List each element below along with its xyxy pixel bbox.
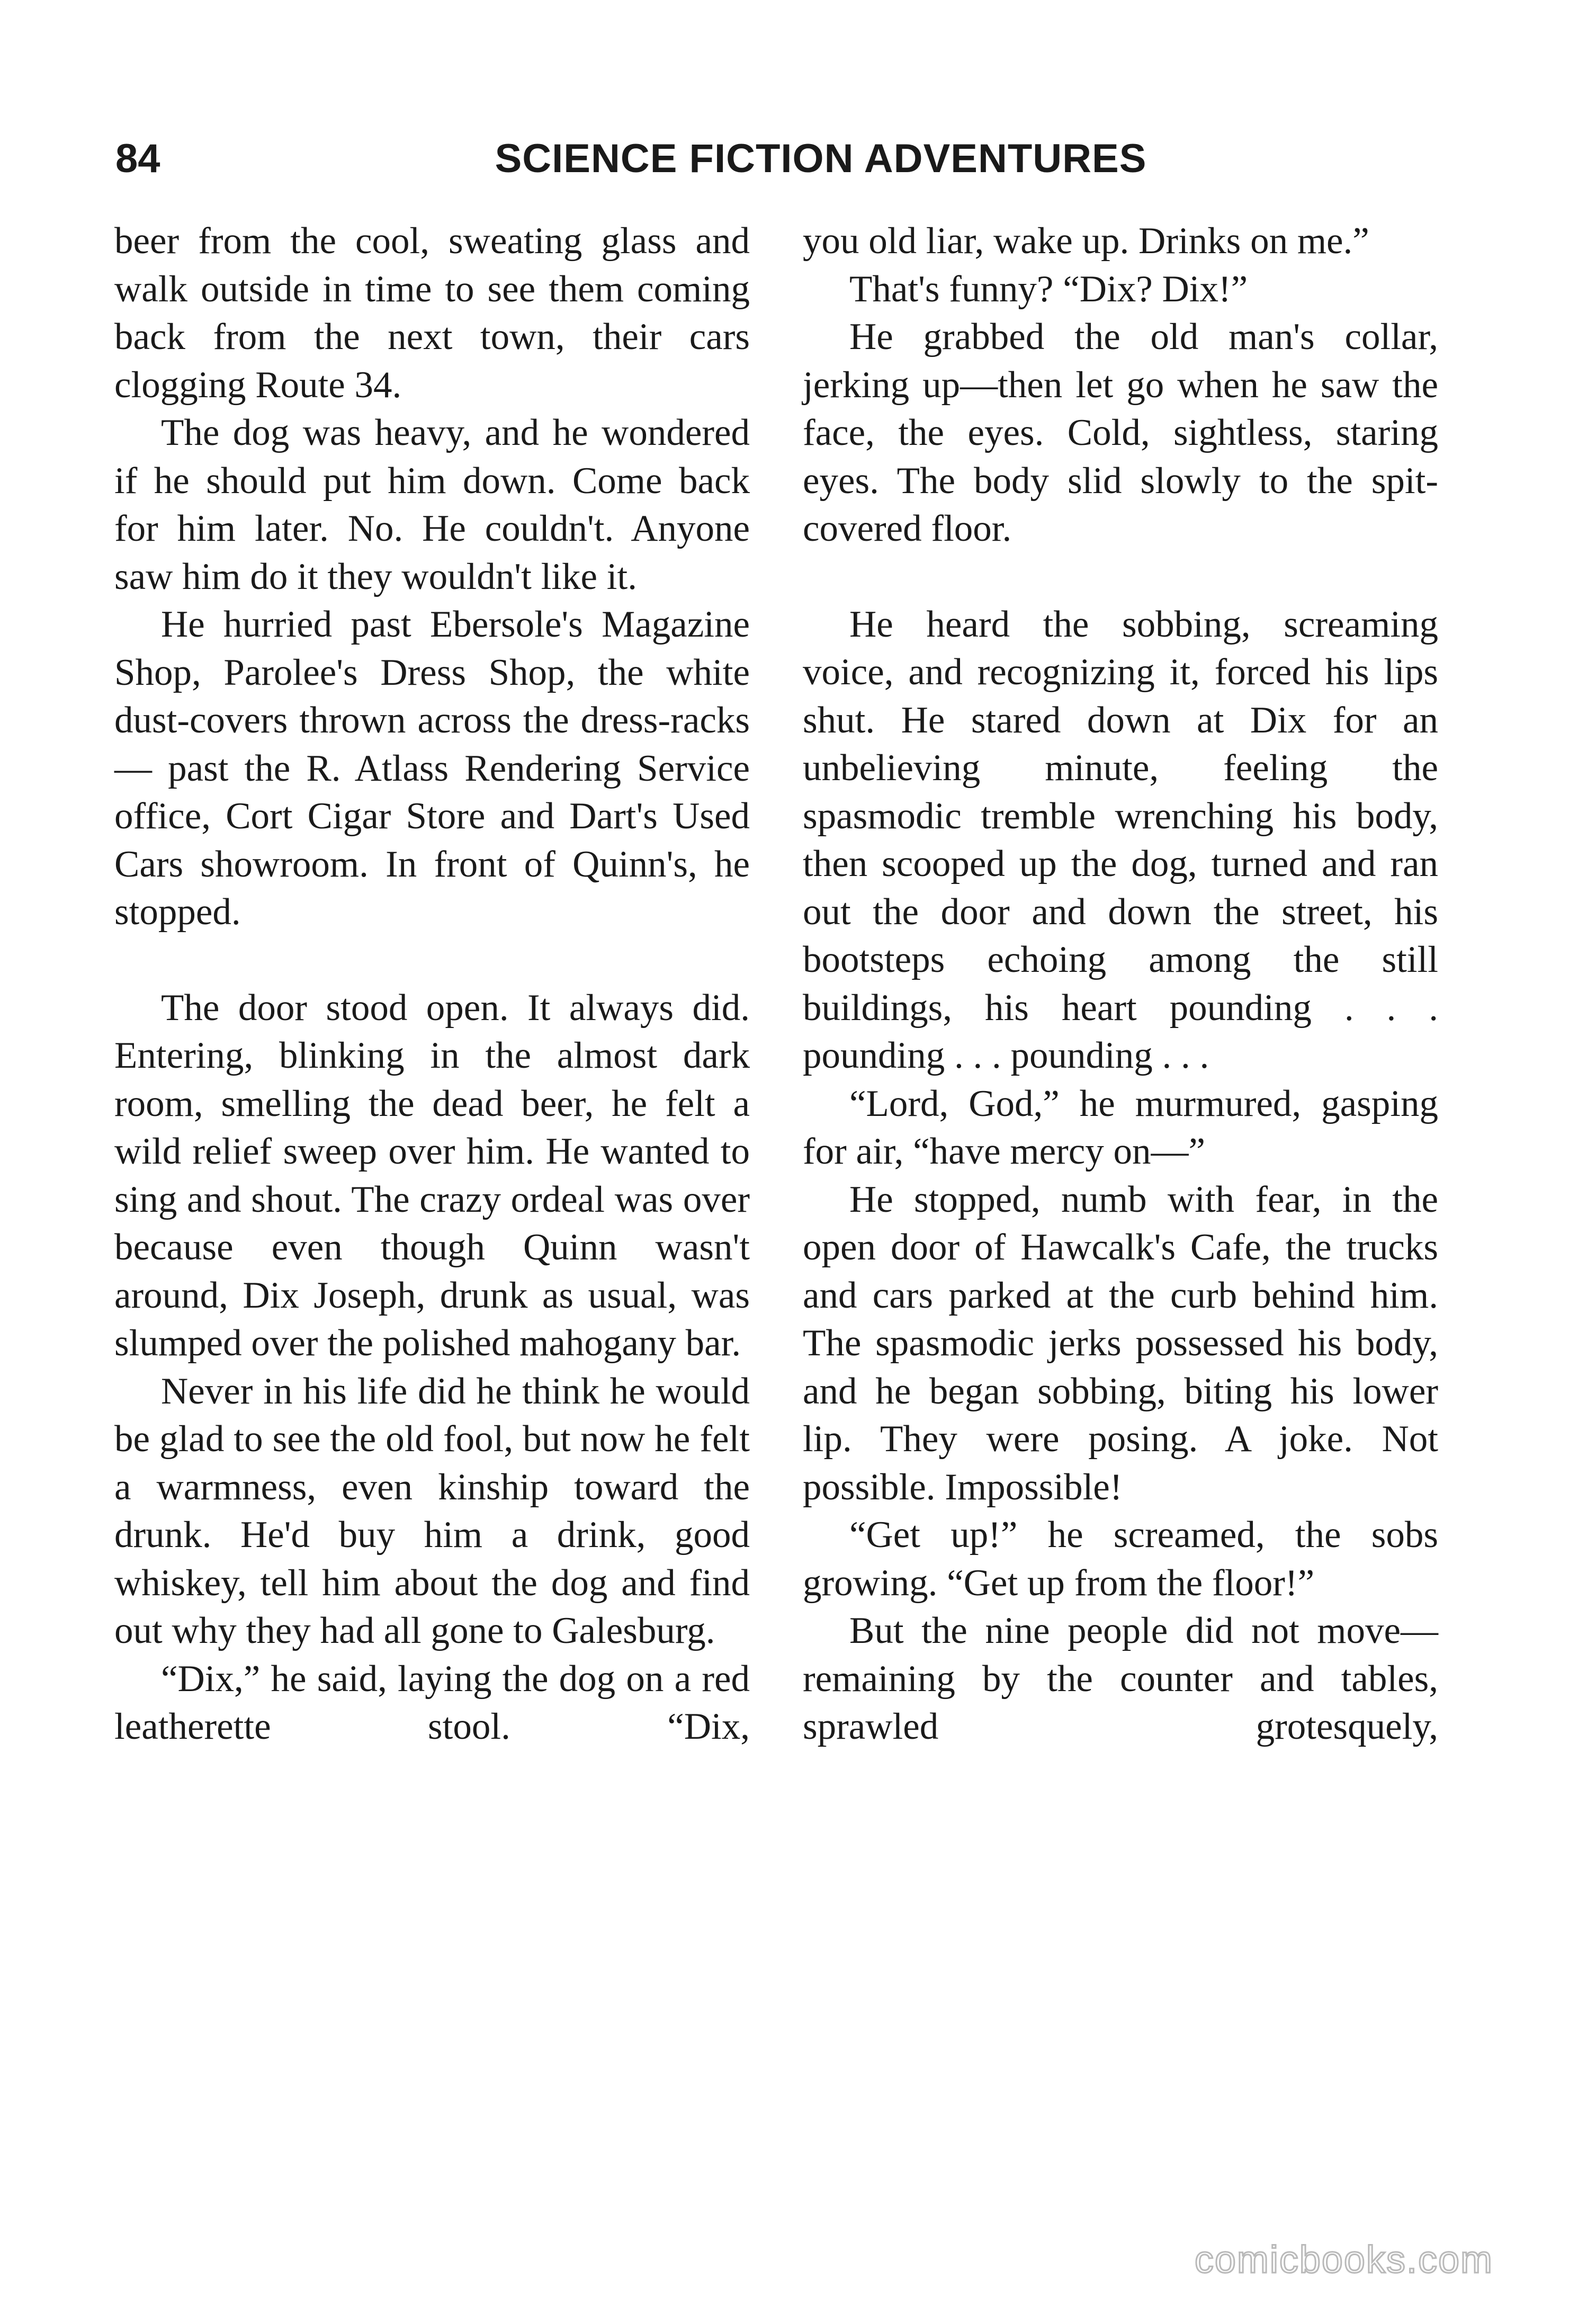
paragraph: Never in his life did he think he would be glad to see the old fool, but now he felt a warmness, even kinship toward the drunk. He'd buy him a drink, good whiskey, tell him about the dog and find out why they had all gone to Galesburg. bbox=[114, 1370, 750, 1651]
paragraph: The dog was heavy, and he wondered if he should put him down. Come back for him later. No. He couldn't. Anyone saw him do it they wouldn't like it. bbox=[114, 412, 750, 597]
paragraph: The door stood open. It always did. Entering, blinking in the almost dark room, smelling the dead beer, he felt a wild relief sweep over him. He wanted to sing and shout. The crazy ordeal was over because even though Quinn wasn't around, Dix Joseph, drunk as usual, was slumped over the polished mahogany bar. bbox=[114, 987, 750, 1364]
paragraph: He stopped, numb with fear, in the open door of Hawcalk's Cafe, the trucks and cars parked at the curb behind him. The spasmodic jerks possessed his body, and he began sobbing, biting his lower lip. They were posing. A joke. Not possible. Impossible! bbox=[803, 1178, 1438, 1508]
paragraph: He hurried past Ebersole's Magazine Shop, Parolee's Dress Shop, the white dust-covers thrown across the dress-racks— past the R. Atlass Rendering Service office, Cort Cigar Store and Dart's Used Cars showroom. In front of Quinn's, he stopped. bbox=[114, 604, 750, 933]
watermark: comicbooks.com bbox=[1194, 2239, 1493, 2281]
paragraph: He grabbed the old man's collar, jerking up—then let go when he saw the face, the eyes. Cold, sightless, staring eyes. The body slid slowly to the spit-covered floor. bbox=[803, 316, 1438, 549]
section-break bbox=[114, 936, 750, 984]
paragraph: beer from the cool, sweating glass and walk outside in time to see them coming back from the next town, their cars clogging Route 34. bbox=[114, 220, 750, 406]
paragraph: He heard the sobbing, screaming voice, and recognizing it, forced his lips shut. He stared down at Dix for an unbelieving minute, feeling the spasmodic tremble wrenching his body, then scooped up the dog, turned and ran out the door and down the street, his bootsteps echoing among the still buildings, his heart pounding . . . pounding . . . pounding . . . bbox=[803, 603, 1438, 1076]
paragraph: “Lord, God,” he murmured, gasping for air, “have mercy on—” bbox=[803, 1083, 1438, 1172]
right-column bbox=[803, 217, 1438, 1751]
running-head: SCIENCE FICTION ADVENTURES bbox=[495, 136, 1147, 181]
section-break bbox=[803, 553, 1438, 601]
paragraph: you old liar, wake up. Drinks on me.” bbox=[803, 220, 1369, 262]
page-number: 84 bbox=[115, 136, 160, 181]
paragraph: But the nine people did not move—remaining by the counter and tables, sprawled grotesquely, bbox=[803, 1610, 1438, 1747]
left-column bbox=[114, 217, 750, 1751]
paragraph: That's funny? “Dix? Dix!” bbox=[849, 268, 1248, 310]
paragraph: “Get up!” he screamed, the sobs growing. “Get up from the floor!” bbox=[803, 1514, 1438, 1604]
paragraph: “Dix,” he said, laying the dog on a red leatherette stool. “Dix, bbox=[114, 1658, 750, 1747]
